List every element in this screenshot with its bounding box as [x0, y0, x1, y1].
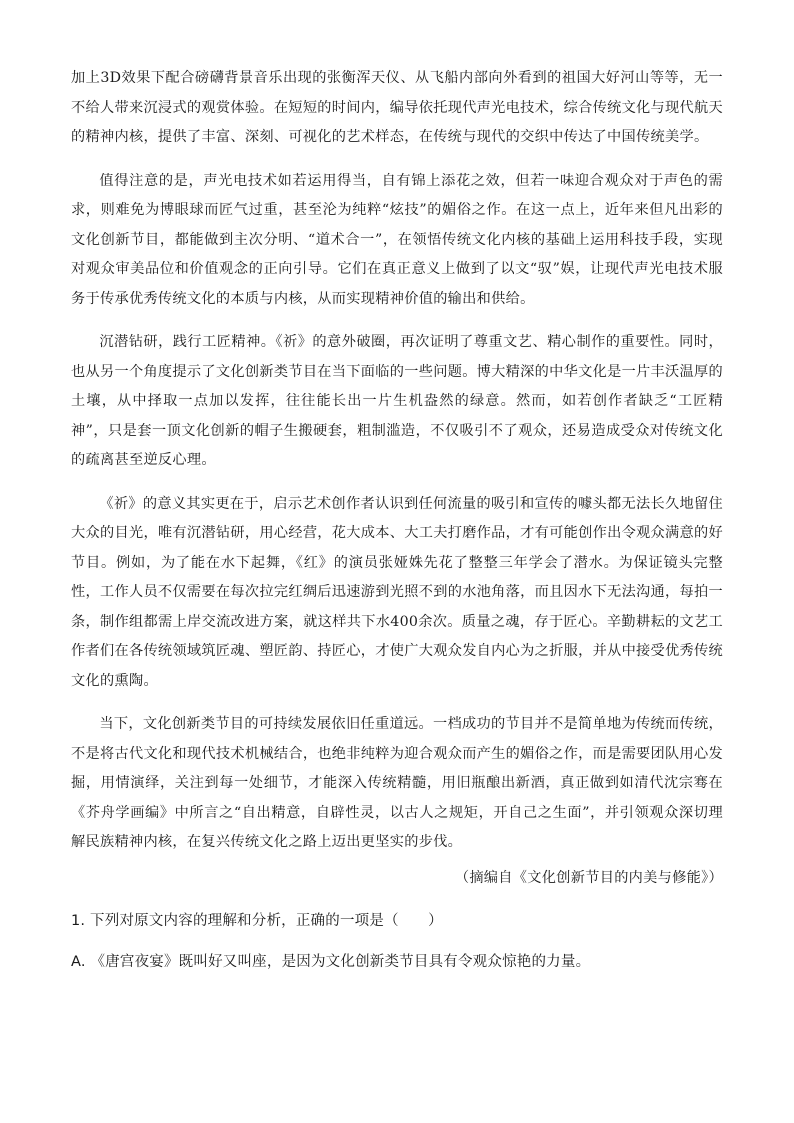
article-paragraph-3: 沉潜钻研，践行工匠精神。《祈》的意外破圈，再次证明了尊重文艺、精心制作的重要性。同时，也从另一个角度提示了文化创新类节目在当下面临的一些问题。博大精深的中华文化是一片丰沃温厚的土壤，从中择取一点加以发挥，往往能长出一片生机盎然的绿意。然而，如若创作者缺乏“工匠精神”，只是套一顶文化创新的帽子生搬硬套，粗制滥造，不仅吸引不了观众，还易造成受众对传统文化的疏离甚至逆反心理。	[71, 334, 723, 468]
article-source: （摘编自《文化创新节目的内美与修能》）	[454, 869, 723, 886]
article-paragraph-4: 《祈》的意义其实更在于，启示艺术创作者认识到任何流量的吸引和宣传的噱头都无法长久地留住大众的目光，唯有沉潜钻研，用心经营，花大成本、大工夫打磨作品，才有可能创作出令观众满意的好节目。例如，为了能在水下起舞，《红》的演员张娅姝先花了整整三年学会了潜水。为保证镜头完整性，工作人员不仅需要在每次拉完红绸后迅速游到光照不到的水池角落，而且因水下无法沟通，每拍一条，制作组都需上岸交流改进方案，就这样共下水400余次。质量之魂，存于匠心。辛勤耕耘的文艺工作者们在各传统领域筑匠魂、塑匠韵、持匠心，才使广大观众发自内心为之折服，并从中接受优秀传统文化的熏陶。	[71, 495, 723, 689]
article-paragraph-2: 值得注意的是，声光电技术如若运用得当，自有锦上添花之效，但若一味迎合观众对于声色的需求，则难免为博眼球而匠气过重，甚至沦为纯粹“炫技”的媚俗之作。在这一点上，近年来但凡出彩的文化创新节目，都能做到主次分明、“道术合一”，在领悟传统文化内核的基础上运用科技手段，实现对观众审美品位和价值观念的正向引导。它们在真正意义上做到了以文“驭”娱，让现代声光电技术服务于传承优秀传统文化的本质与内核，从而实现精神价值的输出和供给。	[71, 172, 723, 307]
paragraph-gap	[71, 476, 723, 490]
document-page	[71, 64, 723, 977]
question-stem: 1. 下列对原文内容的理解和分析，正确的一项是（ ）	[71, 913, 443, 929]
paragraph-gap	[71, 696, 723, 710]
article-paragraph-5: 当下，文化创新类节目的可持续发展依旧任重道远。一档成功的节目并不是简单地为传统而传统，不是将古代文化和现代技术机械结合，也绝非纯粹为迎合观众而产生的媚俗之作，而是需要团队用心发掘，用情演绎，关注到每一处细节，才能深入传统精髓，用旧瓶酿出新酒，真正做到如清代沈宗骞在《芥舟学画编》中所言之“自出精意，自辟性灵，以古人之规矩，开自己之生面”，并引领观众深切理解民族精神内核，在复兴传统文化之路上迈出更坚实的步伐。	[71, 716, 723, 850]
paragraph-gap	[71, 153, 723, 167]
article-paragraph-1: 加上3D效果下配合磅礴背景音乐出现的张衡浑天仪、从飞船内部向外看到的祖国大好河山等等，无一不给人带来沉浸式的观赏体验。在短短的时间内，编导依托现代声光电技术，综合传统文化与现代航天的精神内核，提供了丰富、深刻、可视化的艺术样态，在传统与现代的交织中传达了中国传统美学。	[71, 70, 723, 145]
question-option-a: A. 《唐宫夜宴》既叫好又叫座，是因为文化创新类节目具有令观众惊艳的力量。	[71, 954, 591, 970]
paragraph-gap	[71, 314, 723, 328]
